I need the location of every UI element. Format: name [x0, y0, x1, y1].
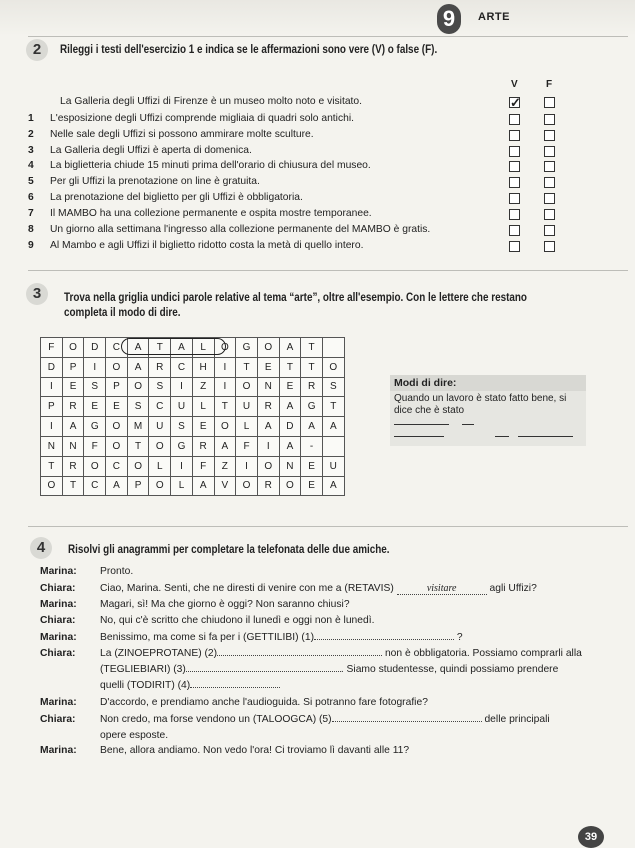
- grid-cell[interactable]: T: [127, 436, 149, 456]
- grid-cell[interactable]: D: [279, 417, 301, 437]
- grid-cell[interactable]: A: [322, 476, 344, 496]
- grid-cell[interactable]: T: [279, 357, 301, 377]
- grid-cell[interactable]: A: [322, 417, 344, 437]
- grid-cell[interactable]: L: [192, 338, 214, 358]
- grid-cell[interactable]: O: [149, 436, 171, 456]
- modi-di-dire-text: [390, 391, 586, 446]
- dialogue-text: La (ZINOEPROTANE) (2): [100, 648, 218, 659]
- grid-cell[interactable]: A: [106, 476, 128, 496]
- answer-blank-2[interactable]: [462, 424, 474, 425]
- speaker-label: Marina:: [40, 566, 77, 577]
- dialogue-text: delle principali: [481, 714, 550, 725]
- statement-number: 5: [28, 176, 34, 187]
- dialogue-line: [100, 615, 374, 626]
- grid-cell[interactable]: R: [192, 436, 214, 456]
- grid-cell[interactable]: E: [301, 476, 323, 496]
- grid-cell[interactable]: O: [214, 338, 236, 358]
- grid-cell[interactable]: R: [62, 456, 84, 476]
- grid-cell[interactable]: G: [236, 338, 258, 358]
- grid-cell[interactable]: A: [192, 476, 214, 496]
- unit-label: ARTE: [478, 11, 510, 23]
- dialogue-text: Non credo, ma forse vendono un (TALOOGCA) (5): [100, 714, 332, 725]
- dialogue-text: ?: [454, 632, 463, 643]
- grid-cell[interactable]: R: [62, 397, 84, 417]
- grid-cell[interactable]: Z: [214, 456, 236, 476]
- grid-cell[interactable]: G: [301, 397, 323, 417]
- grid-cell[interactable]: A: [62, 417, 84, 437]
- grid-cell[interactable]: N: [41, 436, 63, 456]
- statement-4: [28, 160, 371, 171]
- grid-cell[interactable]: I: [214, 377, 236, 397]
- grid-cell[interactable]: L: [236, 417, 258, 437]
- statement-5: [28, 176, 260, 187]
- grid-cell[interactable]: A: [279, 338, 301, 358]
- exercise-3-number: 3: [26, 283, 48, 305]
- answer-blank-3[interactable]: [394, 436, 444, 437]
- grid-cell[interactable]: T: [301, 357, 323, 377]
- dialogue-text: quelli (TODIRIT) (4): [100, 680, 191, 691]
- dialogue-text: agli Uffizi?: [486, 583, 537, 594]
- grid-cell[interactable]: R: [149, 357, 171, 377]
- checkbox-v-row-4[interactable]: [509, 161, 520, 172]
- dialogue-line: [100, 697, 428, 708]
- checkbox-v-row-6[interactable]: [509, 193, 520, 204]
- grid-cell[interactable]: O: [84, 456, 106, 476]
- grid-cell[interactable]: L: [149, 456, 171, 476]
- checkbox-f-row-3[interactable]: [544, 146, 555, 157]
- example-word-circle: [121, 338, 226, 355]
- dialogue-text: Pronto.: [100, 566, 134, 577]
- grid-cell[interactable]: U: [171, 397, 193, 417]
- checkbox-v-row-2[interactable]: [509, 130, 520, 141]
- grid-cell[interactable]: N: [279, 456, 301, 476]
- dialogue-line: [100, 745, 409, 756]
- statement-2: [28, 129, 314, 140]
- example-answer: visitare: [426, 583, 457, 594]
- exercise-3-instruction-line2: completa il modo di dire.: [64, 307, 181, 319]
- grid-cell[interactable]: P: [62, 357, 84, 377]
- grid-cell[interactable]: S: [84, 377, 106, 397]
- dialogue-text: (TEGLIEBIARI) (3): [100, 664, 186, 675]
- grid-cell[interactable]: [322, 338, 344, 358]
- checkbox-f-row-2[interactable]: [544, 130, 555, 141]
- grid-cell[interactable]: O: [106, 436, 128, 456]
- grid-cell[interactable]: R: [257, 476, 279, 496]
- exercise-2-divider: [28, 270, 628, 271]
- header-divider: [28, 36, 628, 37]
- grid-cell[interactable]: E: [257, 357, 279, 377]
- dialogue-line: [100, 680, 280, 691]
- dialogue-line: [100, 583, 537, 595]
- grid-cell[interactable]: T: [322, 397, 344, 417]
- grid-cell[interactable]: H: [192, 357, 214, 377]
- statement-text: Per gli Uffizi la prenotazione on line è gratuita.: [50, 176, 260, 187]
- grid-cell[interactable]: C: [84, 476, 106, 496]
- grid-cell[interactable]: P: [41, 397, 63, 417]
- grid-cell[interactable]: O: [236, 476, 258, 496]
- statement-text: Al Mambo e agli Uffizi il biglietto ridotto costa la metà di quello intero.: [50, 240, 364, 251]
- speaker-label: Marina:: [40, 745, 77, 756]
- statement-text: La biglietteria chiude 15 minuti prima dell'orario di chiusura del museo.: [50, 160, 371, 171]
- dialogue-line: [100, 632, 463, 643]
- grid-cell[interactable]: [322, 436, 344, 456]
- grid-cell[interactable]: T: [149, 338, 171, 358]
- speaker-label: Marina:: [40, 632, 77, 643]
- dialogue-text: Benissimo, ma come si fa per i (GETTILIBI) (1): [100, 632, 314, 643]
- dialogue-text: Magari, sì! Ma che giorno è oggi? Non saranno chiusi?: [100, 599, 350, 610]
- checkbox-v-row-5[interactable]: [509, 177, 520, 188]
- grid-row: [41, 357, 345, 377]
- checkbox-v-row-7[interactable]: [509, 209, 520, 220]
- grid-cell[interactable]: O: [41, 476, 63, 496]
- checkbox-v-row-1[interactable]: [509, 114, 520, 125]
- grid-cell[interactable]: M: [127, 417, 149, 437]
- speaker-label: Chiara:: [40, 714, 76, 725]
- grid-cell[interactable]: O: [214, 417, 236, 437]
- exercise-3-divider: [28, 526, 628, 527]
- statement-text: Nelle sale degli Uffizi si possono ammirare molte sculture.: [50, 129, 314, 140]
- statement-1: [28, 113, 354, 124]
- statement-number: 6: [28, 192, 34, 203]
- grid-cell[interactable]: F: [84, 436, 106, 456]
- grid-row: [41, 456, 345, 476]
- grid-cell[interactable]: E: [192, 417, 214, 437]
- grid-cell[interactable]: N: [62, 436, 84, 456]
- grid-cell[interactable]: G: [84, 417, 106, 437]
- grid-cell[interactable]: A: [279, 436, 301, 456]
- grid-cell[interactable]: T: [41, 456, 63, 476]
- grid-cell[interactable]: T: [236, 357, 258, 377]
- grid-row: [41, 377, 345, 397]
- grid-cell[interactable]: O: [106, 357, 128, 377]
- grid-cell[interactable]: V: [214, 476, 236, 496]
- checkbox-v-row-3[interactable]: [509, 146, 520, 157]
- grid-cell[interactable]: A: [257, 417, 279, 437]
- statement-number: 3: [28, 145, 34, 156]
- grid-cell[interactable]: F: [192, 456, 214, 476]
- statement-3: [28, 145, 252, 156]
- statement-number: 9: [28, 240, 34, 251]
- answer-blank-5[interactable]: [518, 436, 573, 437]
- speaker-label: Chiara:: [40, 615, 76, 626]
- grid-cell[interactable]: L: [171, 476, 193, 496]
- dialogue-text: Bene, allora andiamo. Non vedo l'ora! Ci troviamo lì davanti alle 11?: [100, 745, 410, 756]
- grid-cell[interactable]: F: [41, 338, 63, 358]
- grid-cell[interactable]: U: [236, 397, 258, 417]
- grid-cell[interactable]: O: [279, 476, 301, 496]
- grid-cell[interactable]: D: [41, 357, 63, 377]
- statement-text: L'esposizione degli Uffizi comprende migliaia di quadri solo antichi.: [50, 113, 354, 124]
- dialogue-line: [100, 664, 558, 675]
- grid-cell[interactable]: O: [149, 476, 171, 496]
- column-f-header: F: [546, 79, 553, 90]
- statement-text: Un giorno alla settimana l'ingresso alla collezione permanente del MAMBO è gratis.: [50, 224, 431, 235]
- exercise-3-instruction-line1: Trova nella griglia undici parole relative al tema “arte”, oltre all'esempio. Con le lettere che restano: [64, 292, 527, 304]
- grid-cell[interactable]: N: [257, 377, 279, 397]
- grid-cell[interactable]: D: [84, 338, 106, 358]
- speaker-label: Chiara:: [40, 583, 76, 594]
- grid-cell[interactable]: S: [149, 377, 171, 397]
- grid-cell[interactable]: O: [322, 357, 344, 377]
- checkbox-f-row-6[interactable]: [544, 193, 555, 204]
- checkbox-f-row-5[interactable]: [544, 177, 555, 188]
- statement-number: 4: [28, 160, 34, 171]
- statement-text: La prenotazione del biglietto per gli Uffizi è obbligatoria.: [50, 192, 303, 203]
- grid-cell[interactable]: F: [236, 436, 258, 456]
- checkbox-v-row-0[interactable]: [509, 97, 520, 108]
- statement-number: 2: [28, 129, 34, 140]
- speaker-label: Marina:: [40, 697, 77, 708]
- grid-cell[interactable]: E: [301, 456, 323, 476]
- exercise-4-instruction: Risolvi gli anagrammi per completare la telefonata delle due amiche.: [68, 544, 390, 556]
- grid-cell[interactable]: I: [257, 436, 279, 456]
- dialogue-text: opere esposte.: [100, 730, 169, 741]
- exercise-2-number: 2: [26, 39, 48, 61]
- dialogue-line: [100, 714, 550, 725]
- grid-row: [41, 476, 345, 496]
- speaker-label: Marina:: [40, 599, 77, 610]
- grid-cell[interactable]: L: [192, 397, 214, 417]
- grid-cell[interactable]: E: [84, 397, 106, 417]
- grid-cell[interactable]: C: [106, 338, 128, 358]
- checkbox-v-row-8[interactable]: [509, 225, 520, 236]
- dialogue-text: No, qui c'è scritto che chiudono il lunedì e oggi non è lunedì.: [100, 615, 375, 626]
- grid-cell[interactable]: I: [84, 357, 106, 377]
- grid-cell[interactable]: I: [214, 357, 236, 377]
- grid-cell[interactable]: S: [127, 397, 149, 417]
- dialogue-line: [100, 599, 350, 610]
- exercise-4-number: 4: [30, 537, 52, 559]
- dialogue-text: Ciao, Marina. Senti, che ne diresti di venire con me a (RETAVIS): [100, 583, 397, 594]
- page-number: 39: [578, 826, 604, 848]
- grid-cell[interactable]: I: [41, 417, 63, 437]
- dialogue-text: . Siamo studentesse, quindi possiamo prendere: [340, 664, 559, 675]
- speaker-label: Chiara:: [40, 648, 76, 659]
- grid-cell[interactable]: A: [127, 357, 149, 377]
- grid-cell[interactable]: O: [127, 377, 149, 397]
- statement-number: 8: [28, 224, 34, 235]
- word-search-grid: [40, 337, 345, 496]
- grid-row: [41, 417, 345, 437]
- dialogue-line: [100, 648, 582, 659]
- modi-di-dire-sentence: Quando un lavoro è stato fatto bene, si dice che è stato: [394, 393, 567, 416]
- grid-row: [41, 397, 345, 417]
- statement-text: La Galleria degli Uffizi è aperta di domenica.: [50, 145, 252, 156]
- grid-cell[interactable]: I: [171, 456, 193, 476]
- modi-di-dire-title: Modi di dire:: [390, 375, 586, 391]
- grid-cell[interactable]: O: [257, 338, 279, 358]
- grid-cell[interactable]: P: [127, 476, 149, 496]
- checkbox-f-row-9[interactable]: [544, 241, 555, 252]
- grid-cell[interactable]: T: [214, 397, 236, 417]
- page-header: [0, 0, 635, 36]
- checkbox-v-row-9[interactable]: [509, 241, 520, 252]
- grid-cell[interactable]: I: [236, 456, 258, 476]
- modi-di-dire-box: [390, 375, 586, 446]
- grid-cell[interactable]: S: [322, 377, 344, 397]
- grid-cell[interactable]: A: [171, 338, 193, 358]
- grid-cell[interactable]: O: [106, 417, 128, 437]
- grid-cell[interactable]: O: [236, 377, 258, 397]
- grid-cell[interactable]: A: [127, 338, 149, 358]
- grid-cell[interactable]: I: [171, 377, 193, 397]
- grid-cell[interactable]: E: [62, 377, 84, 397]
- unit-number-badge: 9: [437, 4, 461, 34]
- grid-cell[interactable]: O: [62, 338, 84, 358]
- grid-cell[interactable]: C: [106, 456, 128, 476]
- answer-example[interactable]: [397, 583, 487, 595]
- grid-cell[interactable]: U: [322, 456, 344, 476]
- statement-6: [28, 192, 303, 203]
- checkbox-f-row-1[interactable]: [544, 114, 555, 125]
- checkbox-f-row-7[interactable]: [544, 209, 555, 220]
- answer-3-blank[interactable]: [186, 671, 341, 672]
- grid-cell[interactable]: Z: [192, 377, 214, 397]
- dialogue-text: non è obbligatoria. Possiamo comprarli alla: [382, 648, 582, 659]
- statement-number: 7: [28, 208, 34, 219]
- exercise-2-instruction: Rileggi i testi dell'esercizio 1 e indica se le affermazioni sono vere (V) o false (F).: [60, 44, 438, 56]
- grid-cell[interactable]: C: [171, 357, 193, 377]
- grid-cell[interactable]: E: [106, 397, 128, 417]
- grid-cell[interactable]: A: [301, 417, 323, 437]
- dialogue-line: [100, 566, 133, 577]
- grid-cell[interactable]: S: [171, 417, 193, 437]
- answer-blank-1[interactable]: [394, 424, 449, 425]
- grid-cell[interactable]: A: [279, 397, 301, 417]
- grid-cell[interactable]: U: [149, 417, 171, 437]
- grid-cell[interactable]: R: [301, 377, 323, 397]
- checkbox-f-row-8[interactable]: [544, 225, 555, 236]
- grid-cell[interactable]: C: [149, 397, 171, 417]
- grid-cell[interactable]: T: [301, 338, 323, 358]
- dialogue-line: [100, 730, 168, 741]
- answer-5-blank[interactable]: [332, 721, 482, 722]
- statement-9: [28, 240, 364, 251]
- grid-cell[interactable]: O: [127, 456, 149, 476]
- statement-number: 1: [28, 113, 34, 124]
- grid-cell[interactable]: I: [41, 377, 63, 397]
- answer-blank-4[interactable]: [495, 436, 509, 437]
- statement-8: [28, 224, 431, 235]
- dialogue-text: D'accordo, e prendiamo anche l'audioguida. Si potranno fare fotografie?: [100, 697, 428, 708]
- column-v-header: V: [511, 79, 518, 90]
- answer-4-blank[interactable]: [190, 687, 280, 688]
- statement-7: [28, 208, 372, 219]
- answer-2-blank[interactable]: [217, 655, 382, 656]
- grid-row: [41, 436, 345, 456]
- example-statement: La Galleria degli Uffizi di Firenze è un museo molto noto e visitato.: [60, 96, 363, 107]
- grid-cell[interactable]: P: [106, 377, 128, 397]
- grid-cell[interactable]: T: [62, 476, 84, 496]
- grid-cell[interactable]: G: [171, 436, 193, 456]
- statement-text: Il MAMBO ha una collezione permanente e ospita mostre temporanee.: [50, 208, 372, 219]
- grid-cell[interactable]: -: [301, 436, 323, 456]
- grid-cell[interactable]: R: [257, 397, 279, 417]
- check-mark-icon: ✓: [510, 95, 521, 110]
- checkbox-f-row-4[interactable]: [544, 161, 555, 172]
- grid-cell[interactable]: A: [214, 436, 236, 456]
- checkbox-f-row-0[interactable]: [544, 97, 555, 108]
- answer-1-blank[interactable]: [314, 639, 454, 640]
- grid-cell[interactable]: E: [279, 377, 301, 397]
- grid-cell[interactable]: O: [257, 456, 279, 476]
